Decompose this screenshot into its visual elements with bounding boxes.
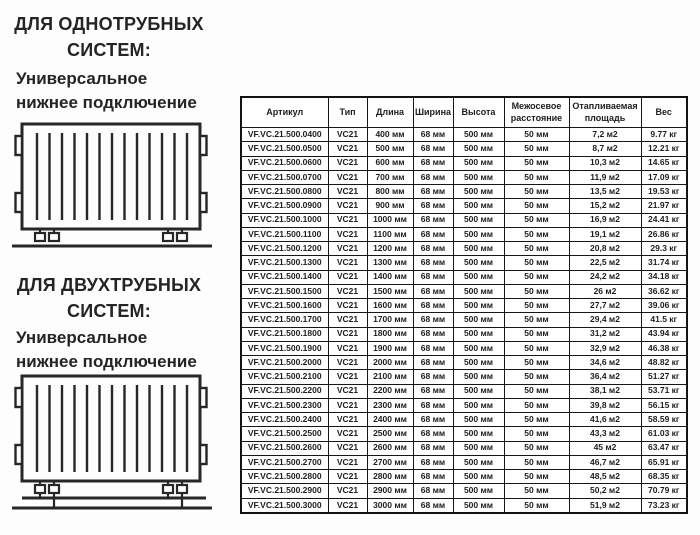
table-cell: 1800 мм (367, 327, 413, 341)
table-cell: 38,1 м2 (569, 384, 641, 398)
table-cell: 65.91 кг (641, 455, 687, 469)
table-cell: 7,2 м2 (569, 128, 641, 142)
table-cell: 31.74 кг (641, 256, 687, 270)
table-cell: 500 мм (453, 242, 504, 256)
table-row (241, 270, 687, 284)
table-cell: 29,4 м2 (569, 313, 641, 327)
table-cell: 68 мм (413, 142, 453, 156)
table-row (241, 299, 687, 313)
table-row (241, 170, 687, 184)
table-cell: VC21 (328, 199, 367, 213)
table-cell: VC21 (328, 341, 367, 355)
table-cell: VC21 (328, 455, 367, 469)
table-row (241, 256, 687, 270)
table-cell: 68 мм (413, 313, 453, 327)
table-cell: 50 мм (504, 213, 569, 227)
table-cell: VC21 (328, 128, 367, 142)
table-cell: 50 мм (504, 341, 569, 355)
table-cell: VF.VC.21.500.0800 (241, 185, 328, 199)
table-cell: 26.86 кг (641, 227, 687, 241)
table-row (241, 327, 687, 341)
table-cell: 73.23 кг (641, 498, 687, 513)
table-cell: 500 мм (453, 370, 504, 384)
table-cell: 45 м2 (569, 441, 641, 455)
table-row (241, 427, 687, 441)
single-pipe-section-heading: ДЛЯ ОДНОТРУБНЫХ СИСТЕМ: (14, 14, 204, 61)
table-cell: 50 мм (504, 128, 569, 142)
table-cell: 68 мм (413, 284, 453, 298)
table-cell: 50 мм (504, 398, 569, 412)
table-cell: 50 мм (504, 413, 569, 427)
column-header-heated-area: Отапливаемая площадь (569, 97, 641, 128)
table-cell: 50 мм (504, 185, 569, 199)
table-cell: 14.65 кг (641, 156, 687, 170)
table-cell: 2800 мм (367, 470, 413, 484)
table-cell: 50 мм (504, 427, 569, 441)
table-cell: 50 мм (504, 498, 569, 513)
radiator-single-pipe-icon (10, 119, 214, 249)
left-panel (0, 0, 235, 535)
table-cell: 68 мм (413, 484, 453, 498)
table-cell: 500 мм (453, 299, 504, 313)
table-cell: VC21 (328, 270, 367, 284)
table-cell: 1900 мм (367, 341, 413, 355)
table-cell: 29.3 кг (641, 242, 687, 256)
table-cell: 11,9 м2 (569, 170, 641, 184)
table-cell: 2500 мм (367, 427, 413, 441)
table-header-row (241, 97, 687, 128)
table-cell: 27,7 м2 (569, 299, 641, 313)
table-cell: 36,4 м2 (569, 370, 641, 384)
table-cell: 9.77 кг (641, 128, 687, 142)
table-row (241, 284, 687, 298)
table-cell: VF.VC.21.500.0900 (241, 199, 328, 213)
table-cell: 500 мм (453, 185, 504, 199)
table-cell: VC21 (328, 213, 367, 227)
table-row (241, 484, 687, 498)
table-cell: 50 мм (504, 199, 569, 213)
table-row (241, 128, 687, 142)
table-row (241, 185, 687, 199)
table-cell: 2400 мм (367, 413, 413, 427)
table-cell: 34.18 кг (641, 270, 687, 284)
radiator-single-pipe-diagram (10, 119, 214, 249)
table-cell: 50 мм (504, 256, 569, 270)
table-cell: VF.VC.21.500.2100 (241, 370, 328, 384)
table-cell: 68 мм (413, 185, 453, 199)
table-cell: 12.21 кг (641, 142, 687, 156)
table-cell: 24.41 кг (641, 213, 687, 227)
table-cell: 68 мм (413, 384, 453, 398)
column-header-axle-distance: Межосевое расстояние (504, 97, 569, 128)
table-row (241, 313, 687, 327)
table-row (241, 470, 687, 484)
table-cell: VF.VC.21.500.1200 (241, 242, 328, 256)
table-cell: 32,9 м2 (569, 341, 641, 355)
table-cell: VC21 (328, 470, 367, 484)
table-row (241, 413, 687, 427)
column-header-type: Тип (328, 97, 367, 128)
table-cell: 50 мм (504, 170, 569, 184)
two-pipe-section-subheading: Универсальное нижнее подключение (16, 328, 197, 371)
table-cell: 68 мм (413, 455, 453, 469)
table-cell: VF.VC.21.500.0700 (241, 170, 328, 184)
table-cell: 68 мм (413, 498, 453, 513)
table-cell: 41,6 м2 (569, 413, 641, 427)
table-cell: 50 мм (504, 441, 569, 455)
table-row (241, 341, 687, 355)
table-cell: VC21 (328, 170, 367, 184)
column-header-weight: Вес (641, 97, 687, 128)
table-cell: 3000 мм (367, 498, 413, 513)
table-cell: VF.VC.21.500.1700 (241, 313, 328, 327)
table-cell: 500 мм (367, 142, 413, 156)
table-cell: 24,2 м2 (569, 270, 641, 284)
table-cell: 1700 мм (367, 313, 413, 327)
table-cell: VF.VC.21.500.1400 (241, 270, 328, 284)
table-cell: VC21 (328, 413, 367, 427)
table-cell: 500 мм (453, 227, 504, 241)
table-cell: VF.VC.21.500.2400 (241, 413, 328, 427)
table-cell: 50 мм (504, 284, 569, 298)
table-cell: 500 мм (453, 199, 504, 213)
table-cell: 70.79 кг (641, 484, 687, 498)
table-cell: 68 мм (413, 427, 453, 441)
table-cell: 50 мм (504, 313, 569, 327)
table-cell: 800 мм (367, 185, 413, 199)
table-cell: 2200 мм (367, 384, 413, 398)
table-cell: 31,2 м2 (569, 327, 641, 341)
table-cell: 50 мм (504, 299, 569, 313)
table-cell: VC21 (328, 156, 367, 170)
table-cell: VF.VC.21.500.2500 (241, 427, 328, 441)
table-cell: 13,5 м2 (569, 185, 641, 199)
table-cell: 2300 мм (367, 398, 413, 412)
table-cell: 500 мм (453, 213, 504, 227)
table-cell: 68 мм (413, 370, 453, 384)
table-cell: 68 мм (413, 413, 453, 427)
table-cell: 68 мм (413, 199, 453, 213)
table-cell: 68 мм (413, 213, 453, 227)
table-cell: VC21 (328, 256, 367, 270)
table-cell: 50 мм (504, 384, 569, 398)
table-cell: VC21 (328, 484, 367, 498)
table-cell: 500 мм (453, 270, 504, 284)
table-cell: 50 мм (504, 270, 569, 284)
table-cell: VF.VC.21.500.1000 (241, 213, 328, 227)
table-cell: VF.VC.21.500.2800 (241, 470, 328, 484)
table-cell: VF.VC.21.500.1600 (241, 299, 328, 313)
table-cell: 15,2 м2 (569, 199, 641, 213)
table-cell: 68 мм (413, 227, 453, 241)
table-cell: 68 мм (413, 398, 453, 412)
table-cell: 51.27 кг (641, 370, 687, 384)
table-cell: 51,9 м2 (569, 498, 641, 513)
table-cell: 53.71 кг (641, 384, 687, 398)
table-row (241, 142, 687, 156)
table-cell: 68 мм (413, 341, 453, 355)
table-cell: 50 мм (504, 455, 569, 469)
table-cell: 43.94 кг (641, 327, 687, 341)
table-cell: 21.97 кг (641, 199, 687, 213)
table-cell: 68 мм (413, 242, 453, 256)
table-cell: 500 мм (453, 484, 504, 498)
table-row (241, 398, 687, 412)
table-cell: 2100 мм (367, 370, 413, 384)
table-cell: 41.5 кг (641, 313, 687, 327)
table-cell: 63.47 кг (641, 441, 687, 455)
table-cell: 68 мм (413, 128, 453, 142)
table-cell: 10,3 м2 (569, 156, 641, 170)
table-cell: 50 мм (504, 142, 569, 156)
table-cell: 500 мм (453, 441, 504, 455)
table-row (241, 455, 687, 469)
two-pipe-section-heading: ДЛЯ ДВУХТРУБНЫХ СИСТЕМ: (16, 275, 202, 322)
table-cell: VC21 (328, 284, 367, 298)
table-cell: 50 мм (504, 156, 569, 170)
table-cell: 50 мм (504, 470, 569, 484)
table-cell: 68 мм (413, 470, 453, 484)
table-cell: VC21 (328, 299, 367, 313)
table-cell: 500 мм (453, 341, 504, 355)
table-cell: 48,5 м2 (569, 470, 641, 484)
table-cell: 46.38 кг (641, 341, 687, 355)
table-cell: VC21 (328, 441, 367, 455)
table-cell: 2000 мм (367, 356, 413, 370)
table-cell: 50 мм (504, 484, 569, 498)
table-cell: 500 мм (453, 413, 504, 427)
table-cell: 68 мм (413, 270, 453, 284)
table-row (241, 227, 687, 241)
single-pipe-section-subheading: Универсальное нижнее подключение (16, 69, 197, 112)
table-cell: 500 мм (453, 455, 504, 469)
table-row (241, 356, 687, 370)
table-cell: VC21 (328, 313, 367, 327)
table-cell: VC21 (328, 227, 367, 241)
table-cell: 500 мм (453, 327, 504, 341)
column-header-height: Высота (453, 97, 504, 128)
table-cell: 500 мм (453, 398, 504, 412)
table-cell: 600 мм (367, 156, 413, 170)
table-cell: 22,5 м2 (569, 256, 641, 270)
table-cell: 16,9 м2 (569, 213, 641, 227)
table-cell: 500 мм (453, 256, 504, 270)
spec-table (240, 96, 688, 514)
table-row (241, 370, 687, 384)
table-cell: 500 мм (453, 142, 504, 156)
table-cell: VF.VC.21.500.1300 (241, 256, 328, 270)
table-cell: 46,7 м2 (569, 455, 641, 469)
table-cell: VF.VC.21.500.2300 (241, 398, 328, 412)
table-cell: 500 мм (453, 498, 504, 513)
table-cell: 39.06 кг (641, 299, 687, 313)
table-cell: 68 мм (413, 156, 453, 170)
table-cell: 1500 мм (367, 284, 413, 298)
table-cell: 17.09 кг (641, 170, 687, 184)
table-cell: 500 мм (453, 284, 504, 298)
column-header-article: Артикул (241, 97, 328, 128)
radiator-two-pipe-diagram (10, 371, 214, 513)
table-row (241, 199, 687, 213)
table-cell: VF.VC.21.500.1900 (241, 341, 328, 355)
table-cell: VC21 (328, 370, 367, 384)
table-cell: VC21 (328, 327, 367, 341)
table-cell: 68.35 кг (641, 470, 687, 484)
table-cell: 39,8 м2 (569, 398, 641, 412)
table-cell: 34,6 м2 (569, 356, 641, 370)
table-cell: 1100 мм (367, 227, 413, 241)
table-cell: VF.VC.21.500.0500 (241, 142, 328, 156)
table-cell: 500 мм (453, 427, 504, 441)
column-header-width: Ширина (413, 97, 453, 128)
radiator-two-pipe-icon (10, 371, 214, 513)
table-cell: VF.VC.21.500.3000 (241, 498, 328, 513)
table-cell: 50 мм (504, 327, 569, 341)
table-cell: 700 мм (367, 170, 413, 184)
table-cell: VC21 (328, 185, 367, 199)
table-cell: 68 мм (413, 356, 453, 370)
table-cell: 48.82 кг (641, 356, 687, 370)
table-cell: 500 мм (453, 470, 504, 484)
table-cell: 8,7 м2 (569, 142, 641, 156)
table-cell: 61.03 кг (641, 427, 687, 441)
table-cell: VC21 (328, 142, 367, 156)
table-cell: 500 мм (453, 313, 504, 327)
table-row (241, 156, 687, 170)
table-cell: 1300 мм (367, 256, 413, 270)
table-cell: 500 мм (453, 384, 504, 398)
table-body (241, 128, 687, 514)
table-cell: VC21 (328, 498, 367, 513)
table-cell: 20,8 м2 (569, 242, 641, 256)
table-cell: 1200 мм (367, 242, 413, 256)
table-cell: VF.VC.21.500.2200 (241, 384, 328, 398)
table-cell: 68 мм (413, 299, 453, 313)
table-cell: 2700 мм (367, 455, 413, 469)
table-cell: 1000 мм (367, 213, 413, 227)
table-row (241, 498, 687, 513)
table-cell: VF.VC.21.500.2700 (241, 455, 328, 469)
table-cell: 68 мм (413, 327, 453, 341)
table-cell: 500 мм (453, 170, 504, 184)
table-cell: 26 м2 (569, 284, 641, 298)
table-cell: VF.VC.21.500.1100 (241, 227, 328, 241)
table-cell: VC21 (328, 427, 367, 441)
table-cell: 2900 мм (367, 484, 413, 498)
table-cell: VF.VC.21.500.2000 (241, 356, 328, 370)
table-cell: VC21 (328, 398, 367, 412)
table-cell: 900 мм (367, 199, 413, 213)
table-cell: 68 мм (413, 170, 453, 184)
table-cell: 500 мм (453, 128, 504, 142)
table-cell: VF.VC.21.500.0600 (241, 156, 328, 170)
table-cell: 43,3 м2 (569, 427, 641, 441)
table-cell: VF.VC.21.500.1800 (241, 327, 328, 341)
table-cell: VF.VC.21.500.2600 (241, 441, 328, 455)
table-row (241, 384, 687, 398)
table-cell: 68 мм (413, 441, 453, 455)
table-cell: VF.VC.21.500.2900 (241, 484, 328, 498)
table-cell: 50 мм (504, 227, 569, 241)
table-cell: VC21 (328, 384, 367, 398)
table-cell: 1600 мм (367, 299, 413, 313)
table-cell: 50 мм (504, 356, 569, 370)
table-cell: 68 мм (413, 256, 453, 270)
column-header-length: Длина (367, 97, 413, 128)
table-cell: 19,1 м2 (569, 227, 641, 241)
table-cell: 19.53 кг (641, 185, 687, 199)
table-cell: VF.VC.21.500.0400 (241, 128, 328, 142)
table-cell: 500 мм (453, 156, 504, 170)
table-cell: 50 мм (504, 242, 569, 256)
table-cell: 50,2 м2 (569, 484, 641, 498)
table-cell: 56.15 кг (641, 398, 687, 412)
table-cell: 2600 мм (367, 441, 413, 455)
table-cell: 1400 мм (367, 270, 413, 284)
table-row (241, 242, 687, 256)
table-cell: 400 мм (367, 128, 413, 142)
table-cell: VC21 (328, 242, 367, 256)
table-cell: 36.62 кг (641, 284, 687, 298)
table-cell: VF.VC.21.500.1500 (241, 284, 328, 298)
table-cell: 50 мм (504, 370, 569, 384)
table-cell: VC21 (328, 356, 367, 370)
table-row (241, 441, 687, 455)
table-cell: 500 мм (453, 356, 504, 370)
table-row (241, 213, 687, 227)
table-cell: 58.59 кг (641, 413, 687, 427)
